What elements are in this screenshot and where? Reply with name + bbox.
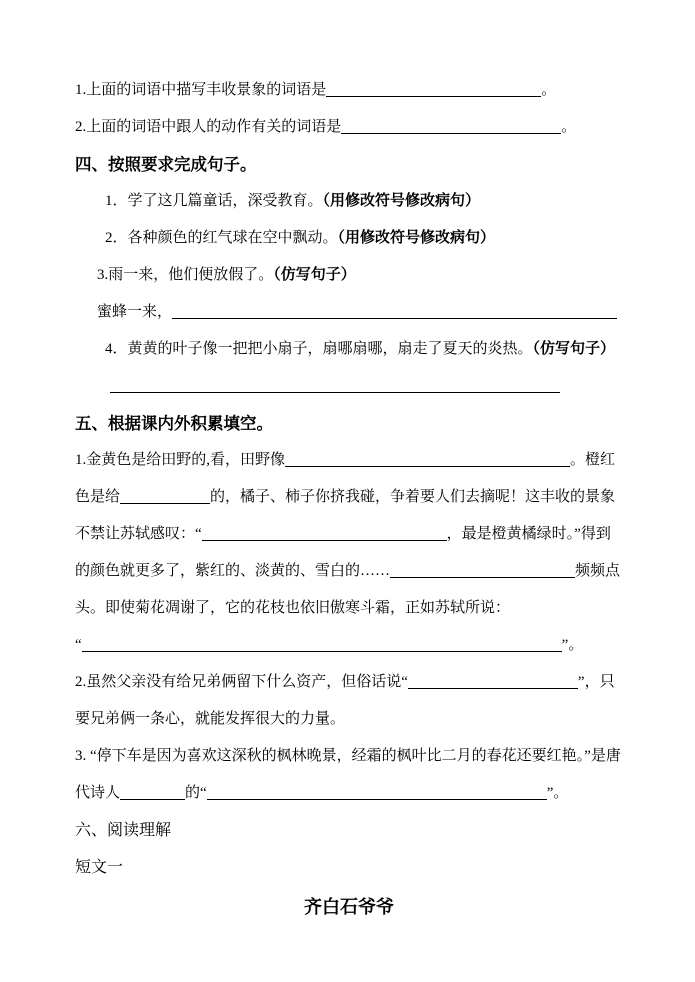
answer-blank xyxy=(408,676,578,689)
question-1 xyxy=(75,72,623,109)
item-3-note: （仿写句子） xyxy=(273,267,356,283)
answer-blank xyxy=(326,84,541,97)
section-4-title: 四、按照要求完成句子。 xyxy=(75,155,257,174)
answer-blank xyxy=(390,565,575,578)
section-4-item-3-answer xyxy=(75,294,623,331)
p3-seg-c: ”。 xyxy=(546,785,569,801)
p2-seg-a: 2.虽然父亲没有给兄弟俩留下什么资产，但俗话说“ xyxy=(75,674,408,690)
p3-seg-a: 3. “停下车是因为喜欢这深秋的枫林晚景，经霜的枫叶比二月的春花还要红艳。”是唐代诗人 xyxy=(75,748,621,801)
answer-blank xyxy=(120,491,210,504)
item-3-text: 3.雨一来，他们便放假了。 xyxy=(97,267,274,283)
answer-blank xyxy=(82,639,562,652)
section-4-item-4-answer xyxy=(75,368,623,405)
question-2-text: 2.上面的词语中跟人的动作有关的词语是 xyxy=(75,119,342,135)
section-5-paragraph-3 xyxy=(75,738,623,812)
answer-blank xyxy=(172,306,617,319)
p1-seg-f: “ xyxy=(75,637,82,653)
p1-seg-d: ，最是橙黄橘绿时。”得到的颜色就更多了，紫红的、淡黄的、雪白的…… xyxy=(75,526,611,579)
answer-blank xyxy=(285,454,570,467)
item-2-note: （用修改符号修改病句） xyxy=(337,230,496,246)
answer-blank xyxy=(202,528,447,541)
section-5-title: 五、根据课内外积累填空。 xyxy=(75,414,273,433)
question-2 xyxy=(75,109,623,146)
item-1-note: （用修改符号修改病句） xyxy=(322,193,481,209)
p1-seg-c: 的，橘子、柿子你挤我碰，争着要人们去摘呢！这丰收的景象不禁让苏轼感叹：“ xyxy=(75,489,616,542)
item-2-text: 2．各种颜色的红气球在空中飘动。 xyxy=(105,230,338,246)
p1-seg-b: 。橙红色是给 xyxy=(75,452,616,505)
p1-seg-g: ”。 xyxy=(561,637,584,653)
item-3-answer-lead: 蜜蜂一来， xyxy=(97,304,173,320)
question-1-text: 1.上面的词语中描写丰收景象的词语是 xyxy=(75,82,327,98)
question-1-end: 。 xyxy=(541,82,557,98)
item-4-note: （仿写句子） xyxy=(532,341,616,357)
passage-title: 齐白石爷爷 xyxy=(304,897,394,917)
item-1-text: 1．学了这几篇童话，深受教育。 xyxy=(105,193,323,209)
section-6-title: 六、阅读理解 xyxy=(75,822,172,839)
p1-seg-a: 1.金黄色是给田野的,看，田野像 xyxy=(75,452,286,468)
section-4-item-4 xyxy=(75,331,623,368)
answer-blank xyxy=(110,380,560,393)
section-5-paragraph-1 xyxy=(75,442,623,664)
answer-blank xyxy=(207,787,547,800)
item-4-text: 4．黄黄的叶子像一把把小扇子，扇哪扇哪，扇走了夏天的炎热。 xyxy=(105,341,533,357)
p1-seg-e: 频频点头。即使菊花凋谢了，它的花枝也依旧傲寒斗霜，正如苏轼所说： xyxy=(75,563,621,616)
section-4-item-3 xyxy=(75,257,623,294)
passage-label: 短文一 xyxy=(75,859,124,876)
section-5-paragraph-2 xyxy=(75,664,623,738)
question-2-end: 。 xyxy=(561,119,577,135)
section-4-item-1 xyxy=(75,183,623,220)
answer-blank xyxy=(120,787,185,800)
p2-seg-b: ”，只要兄弟俩一条心，就能发挥很大的力量。 xyxy=(75,674,615,727)
section-4-item-2 xyxy=(75,220,623,257)
answer-blank xyxy=(341,121,561,134)
p3-seg-b: 的“ xyxy=(185,785,207,801)
